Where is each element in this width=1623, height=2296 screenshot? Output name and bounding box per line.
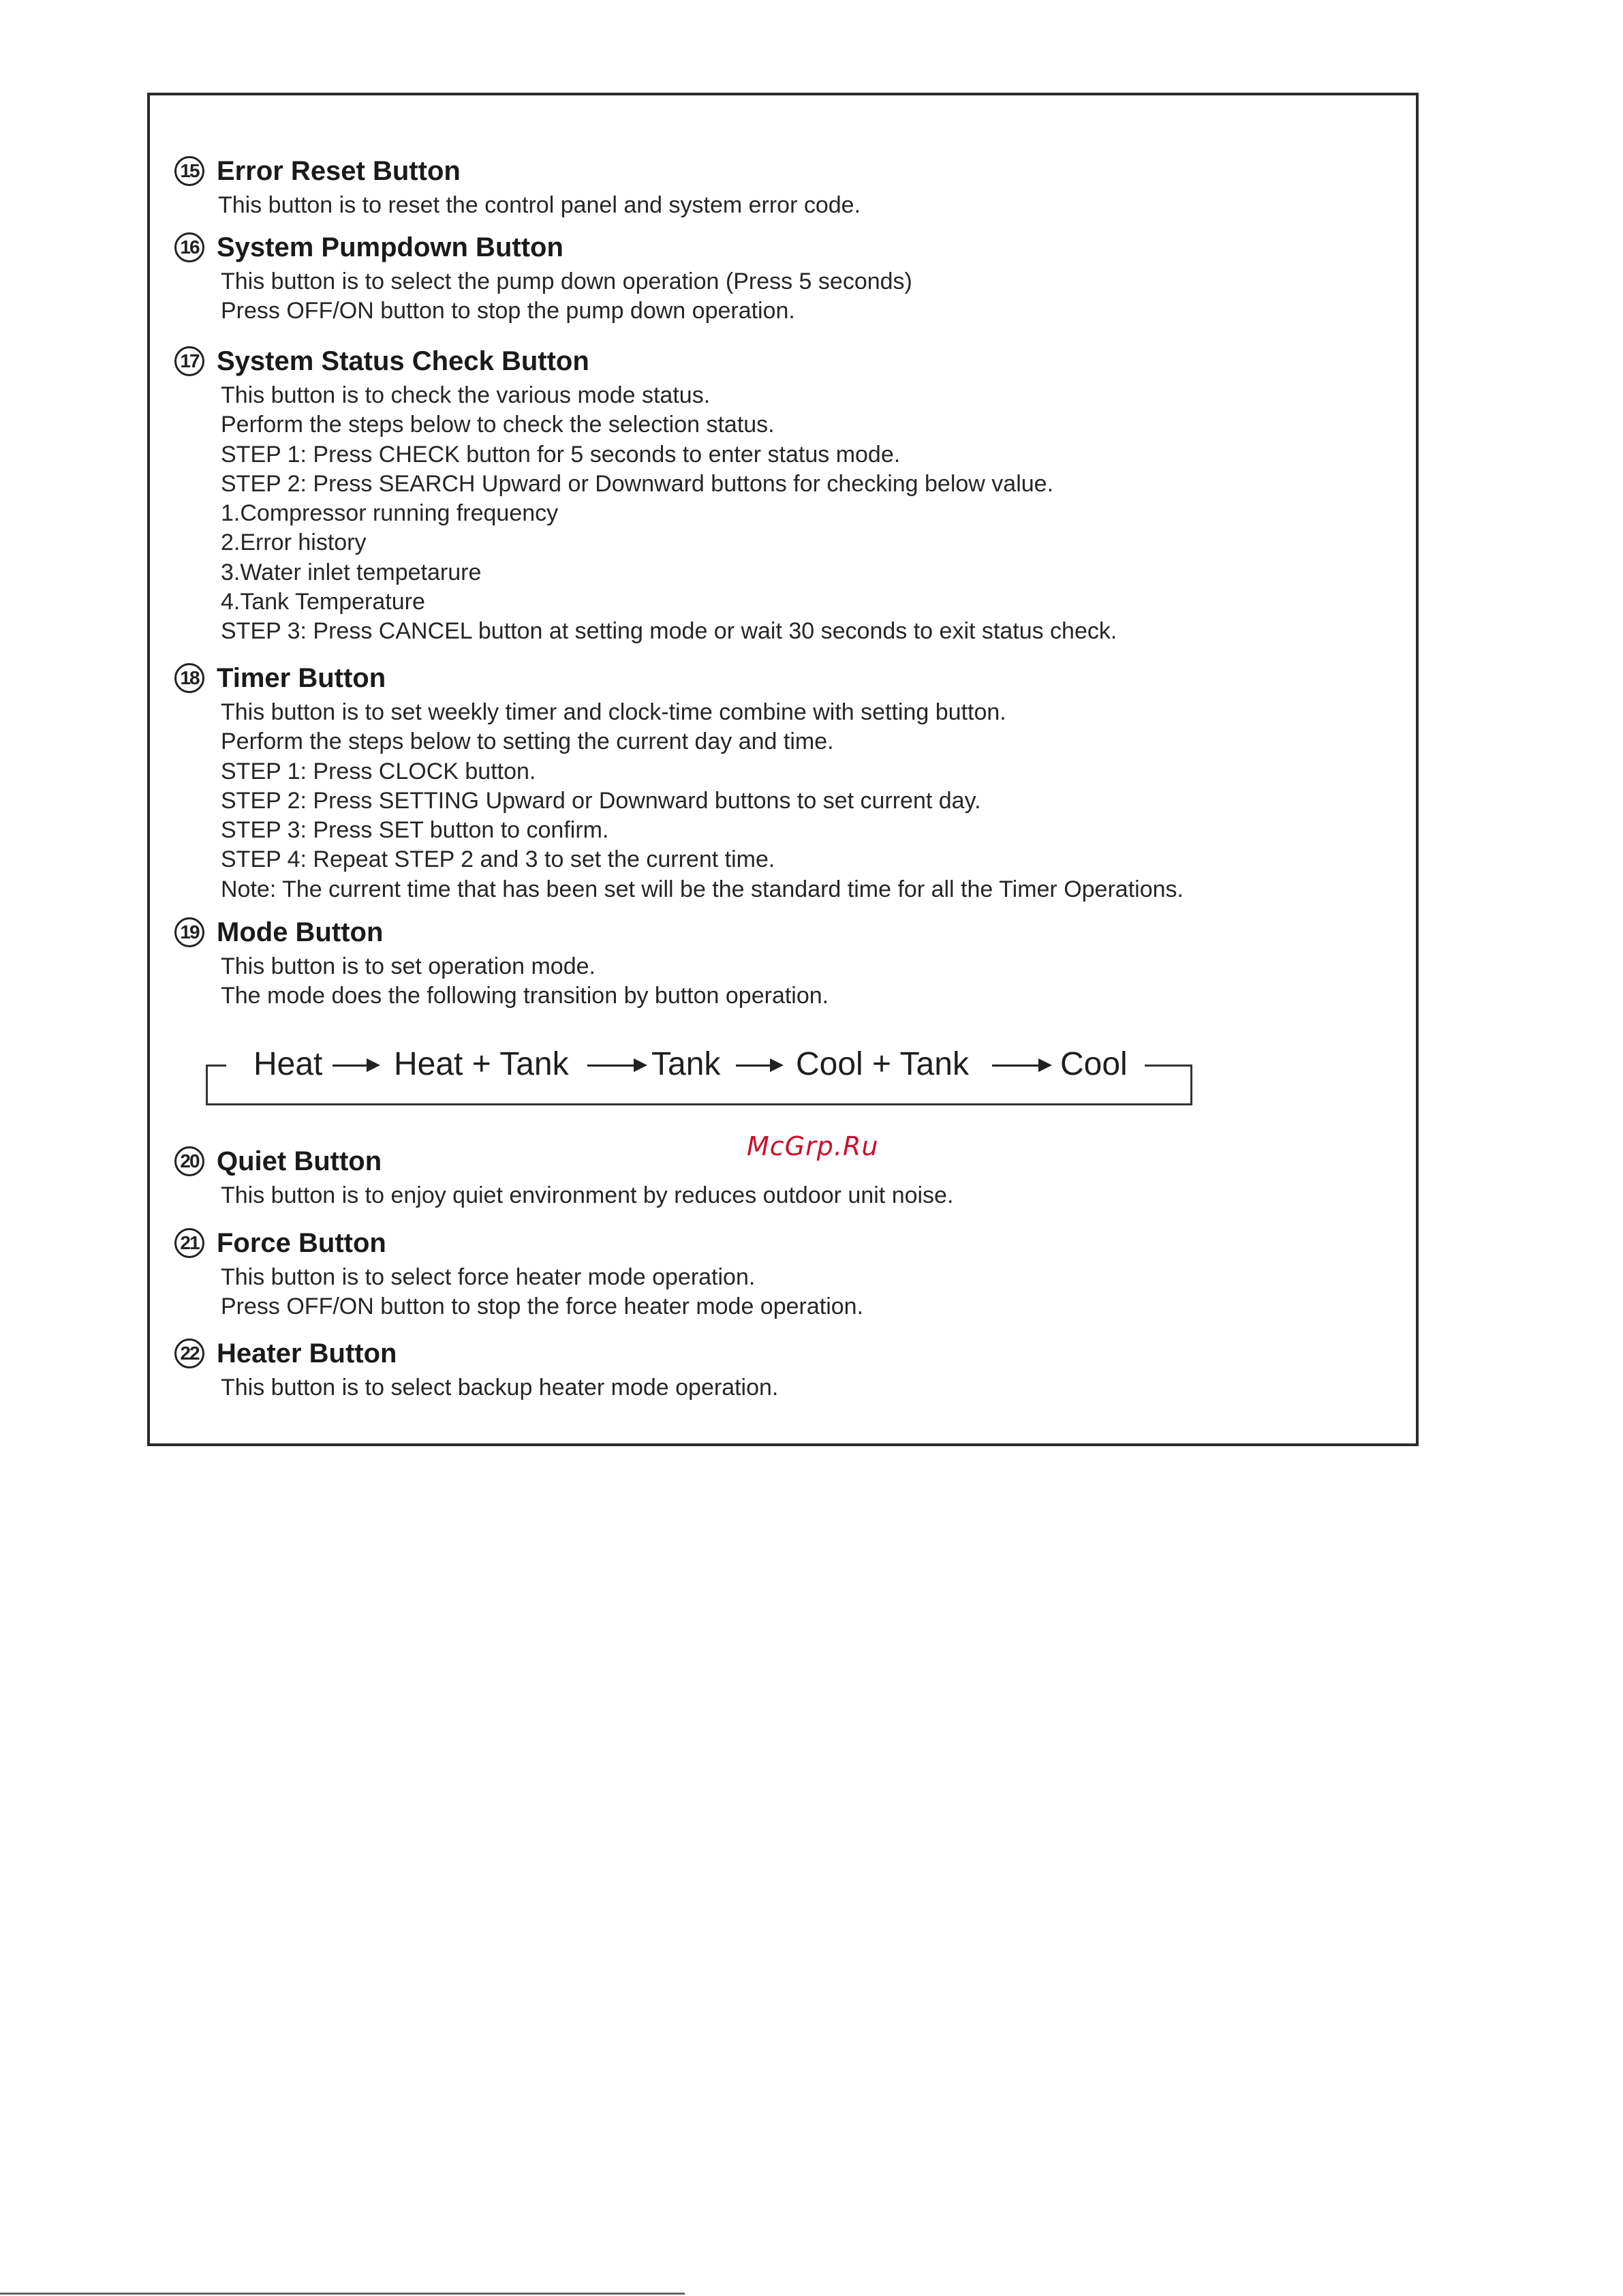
body-line: This button is to enjoy quiet environment by reduces outdoor unit noise. — [221, 1182, 954, 1208]
section-title: Mode Button — [217, 917, 384, 947]
number-badge-20: 20 — [174, 1146, 204, 1176]
mode-state-tank: Tank — [651, 1046, 721, 1082]
section-quiet — [174, 1142, 953, 1210]
number-badge-22: 22 — [174, 1338, 204, 1368]
section-system-pumpdown — [174, 228, 912, 326]
body-line: Press OFF/ON button to stop the pump down operation. — [221, 298, 795, 324]
number-badge-21: 21 — [174, 1228, 204, 1258]
section-title: System Pumpdown Button — [217, 232, 563, 262]
section-title: Timer Button — [217, 662, 386, 693]
body-line: STEP 4: Repeat STEP 2 and 3 to set the current time. — [221, 846, 775, 873]
body-line: The mode does the following transition by button operation. — [221, 983, 829, 1009]
body-line: This button is to select force heater mode operation. — [221, 1264, 756, 1290]
section-title: Force Button — [217, 1227, 386, 1258]
page-footer-rule — [0, 2293, 685, 2295]
section-system-status-check — [174, 341, 1117, 647]
arrow-right-icon — [333, 1065, 377, 1067]
bracket-top-right — [1145, 1065, 1192, 1067]
number-badge-15: 15 — [174, 156, 204, 186]
number-badge-16: 16 — [174, 232, 204, 262]
body-line: Note: The current time that has been set will be the standard time for all the Timer Operations. — [221, 876, 1184, 902]
number-badge-17: 17 — [174, 346, 204, 376]
arrow-right-icon — [736, 1065, 781, 1067]
number-badge-19: 19 — [174, 917, 204, 947]
watermark: McGrp.Ru — [747, 1131, 879, 1161]
body-line: This button is to check the various mode status. — [221, 382, 711, 408]
body-line: STEP 3: Press SET button to confirm. — [221, 817, 609, 844]
body-line: 1.Compressor running frequency — [221, 500, 559, 527]
arrow-right-icon — [992, 1065, 1049, 1067]
body-line: This button is to set operation mode. — [221, 953, 596, 979]
arrow-right-icon — [587, 1065, 645, 1067]
body-line: STEP 2: Press SEARCH Upward or Downward buttons for checking below value. — [221, 470, 1054, 497]
body-line: 3.Water inlet tempetarure — [221, 559, 482, 585]
section-title: Error Reset Button — [217, 155, 461, 186]
section-heater — [174, 1334, 778, 1403]
body-line: 2.Error history — [221, 530, 367, 556]
bracket-top-left — [206, 1065, 226, 1067]
section-timer — [174, 658, 1184, 904]
section-force — [174, 1223, 863, 1322]
body-line: Perform the steps below to setting the current day and time. — [221, 729, 834, 755]
body-line: This button is to reset the control panel and system error code. — [218, 192, 861, 218]
mode-state-cool: Cool — [1060, 1046, 1128, 1082]
section-title: Quiet Button — [217, 1146, 382, 1176]
mode-state-heat-tank: Heat + Tank — [394, 1046, 569, 1082]
number-badge-18: 18 — [174, 663, 204, 693]
section-error-reset — [174, 151, 861, 220]
mode-state-cool-tank: Cool + Tank — [796, 1046, 969, 1082]
body-line: Press OFF/ON button to stop the force heater mode operation. — [221, 1294, 864, 1320]
section-mode — [174, 913, 829, 1011]
body-line: This button is to set weekly timer and clock-time combine with setting button. — [221, 699, 1006, 725]
mode-state-heat: Heat — [253, 1046, 323, 1082]
body-line: STEP 1: Press CHECK button for 5 seconds to enter status mode. — [221, 441, 901, 468]
body-line: 4.Tank Temperature — [221, 589, 425, 615]
body-line: STEP 1: Press CLOCK button. — [221, 758, 536, 784]
body-line: STEP 3: Press CANCEL button at setting mode or wait 30 seconds to exit status check. — [221, 618, 1117, 645]
body-line: This button is to select the pump down operation (Press 5 seconds) — [221, 269, 912, 294]
section-title: System Status Check Button — [217, 346, 589, 376]
body-line: Perform the steps below to check the selection status. — [221, 412, 775, 438]
body-line: This button is to select backup heater mode operation. — [221, 1375, 779, 1400]
section-title: Heater Button — [217, 1338, 397, 1368]
body-line: STEP 2: Press SETTING Upward or Downward buttons to set current day. — [221, 787, 981, 814]
mode-transition-diagram — [206, 1041, 1194, 1109]
